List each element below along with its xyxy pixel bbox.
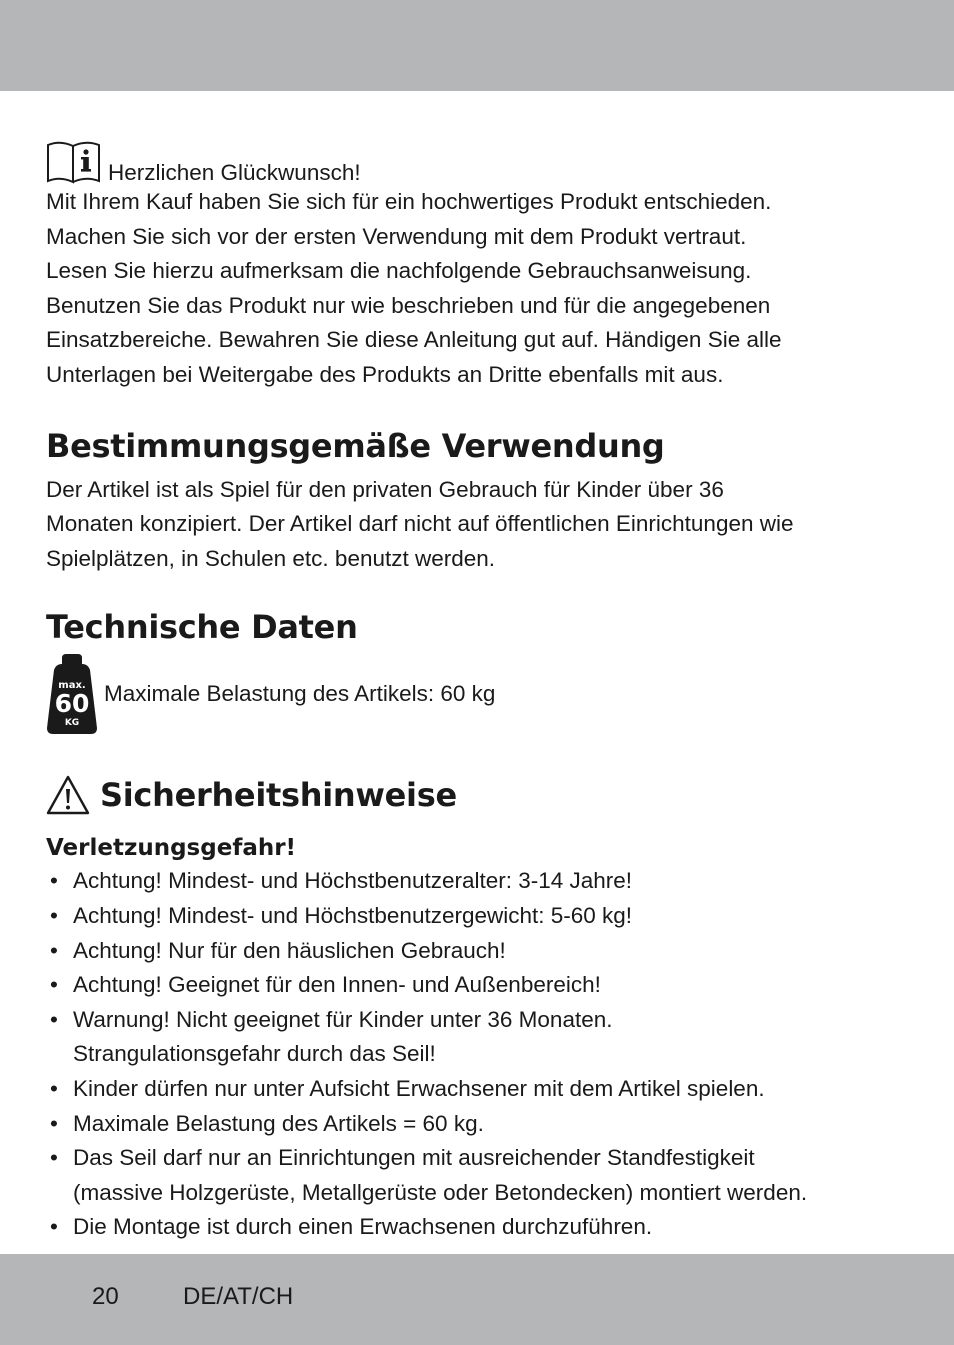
bullet: •: [50, 1075, 58, 1101]
usage-line: Der Artikel ist als Spiel für den privaten Gebrauch für Kinder über 36: [46, 476, 724, 502]
usage-line: Spielplätzen, in Schulen etc. benutzt werden.: [46, 545, 496, 571]
intro-line: Mit Ihrem Kauf haben Sie sich für ein hochwertiges Produkt entschieden.: [46, 189, 772, 214]
list-item: [46, 934, 906, 969]
region-label: DE/AT/CH: [183, 1283, 294, 1310]
intro-paragraph: [46, 185, 906, 393]
list-item-line: Achtung! Nur für den häuslichen Gebrauch!: [73, 937, 506, 963]
list-item: [46, 1210, 906, 1245]
tech-max-load-row: [46, 654, 906, 734]
bullet: •: [50, 1214, 58, 1240]
usage-line: Monaten konzipiert. Der Artikel darf nicht auf öffentlichen Einrichtungen wie: [46, 511, 794, 537]
list-item: [46, 968, 906, 1003]
bullet: •: [50, 972, 58, 998]
bullet: •: [50, 868, 58, 894]
list-item-line: Warnung! Nicht geeignet für Kinder unter 36 Monaten.: [73, 1006, 613, 1032]
list-item-line: Strangulationsgefahr durch das Seil!: [73, 1041, 436, 1067]
max-weight-icon: [46, 654, 98, 734]
list-item-line: Achtung! Mindest- und Höchstbenutzergewicht: 5-60 kg!: [73, 902, 633, 928]
bullet: •: [50, 937, 58, 963]
bullet: •: [50, 902, 58, 928]
list-item-line: Kinder dürfen nur unter Aufsicht Erwachsener mit dem Artikel spielen.: [73, 1075, 765, 1101]
list-item-line: Die Montage ist durch einen Erwachsenen durchzuführen.: [73, 1214, 653, 1240]
intro-line: Unterlagen bei Weitergabe des Produkts an Dritte ebenfalls mit aus.: [46, 361, 724, 387]
intro-line: Machen Sie sich vor der ersten Verwendung mit dem Produkt vertraut.: [46, 223, 747, 249]
weight-icon-top: max.: [58, 680, 86, 692]
list-item: [46, 864, 906, 899]
list-item: [46, 899, 906, 934]
warning-triangle-icon: [46, 775, 90, 815]
intro-first-line: [46, 134, 906, 185]
info-book-icon: [46, 139, 102, 185]
usage-heading: Bestimmungsgemäße Verwendung: [46, 426, 665, 465]
bullet: •: [50, 1110, 58, 1136]
intro-line: Benutzen Sie das Produkt nur wie beschrieben und für die angegebenen: [46, 292, 771, 318]
intro-line: Einsatzbereiche. Bewahren Sie diese Anleitung gut auf. Händigen Sie alle: [46, 327, 782, 353]
safety-list: [46, 864, 906, 1245]
safety-heading: Sicherheitshinweise: [100, 776, 457, 815]
list-item-line: Maximale Belastung des Artikels = 60 kg.: [73, 1110, 484, 1136]
bullet: •: [50, 1145, 58, 1171]
page-number: 20: [92, 1283, 119, 1310]
intro-greeting: Herzlichen Glückwunsch!: [108, 160, 361, 185]
list-item-line: Achtung! Geeignet für den Innen- und Außenbereich!: [73, 972, 601, 998]
tech-heading: Technische Daten: [46, 608, 358, 647]
header-band: [0, 0, 954, 91]
bullet: •: [50, 1006, 58, 1032]
weight-icon-unit: KG: [64, 718, 80, 729]
list-item: [46, 1072, 906, 1107]
injury-risk-subheading: Verletzungsgefahr!: [46, 835, 297, 862]
footer-band: [0, 1254, 954, 1345]
safety-heading-row: [46, 768, 906, 822]
usage-paragraph: [46, 473, 906, 577]
intro-line: Lesen Sie hierzu aufmerksam die nachfolgende Gebrauchsanweisung.: [46, 258, 752, 284]
tech-max-load: Maximale Belastung des Artikels: 60 kg: [104, 681, 496, 707]
list-item: [46, 1003, 906, 1072]
page-content: [46, 134, 906, 1245]
weight-icon-value: 60: [54, 689, 90, 719]
list-item: [46, 1107, 906, 1142]
list-item-line: (massive Holzgerüste, Metallgerüste oder Betondecken) montiert werden.: [73, 1179, 808, 1205]
list-item: [46, 1141, 906, 1210]
list-item-line: Das Seil darf nur an Einrichtungen mit ausreichender Standfestigkeit: [73, 1145, 755, 1171]
list-item-line: Achtung! Mindest- und Höchstbenutzeralter: 3-14 Jahre!: [73, 868, 633, 894]
